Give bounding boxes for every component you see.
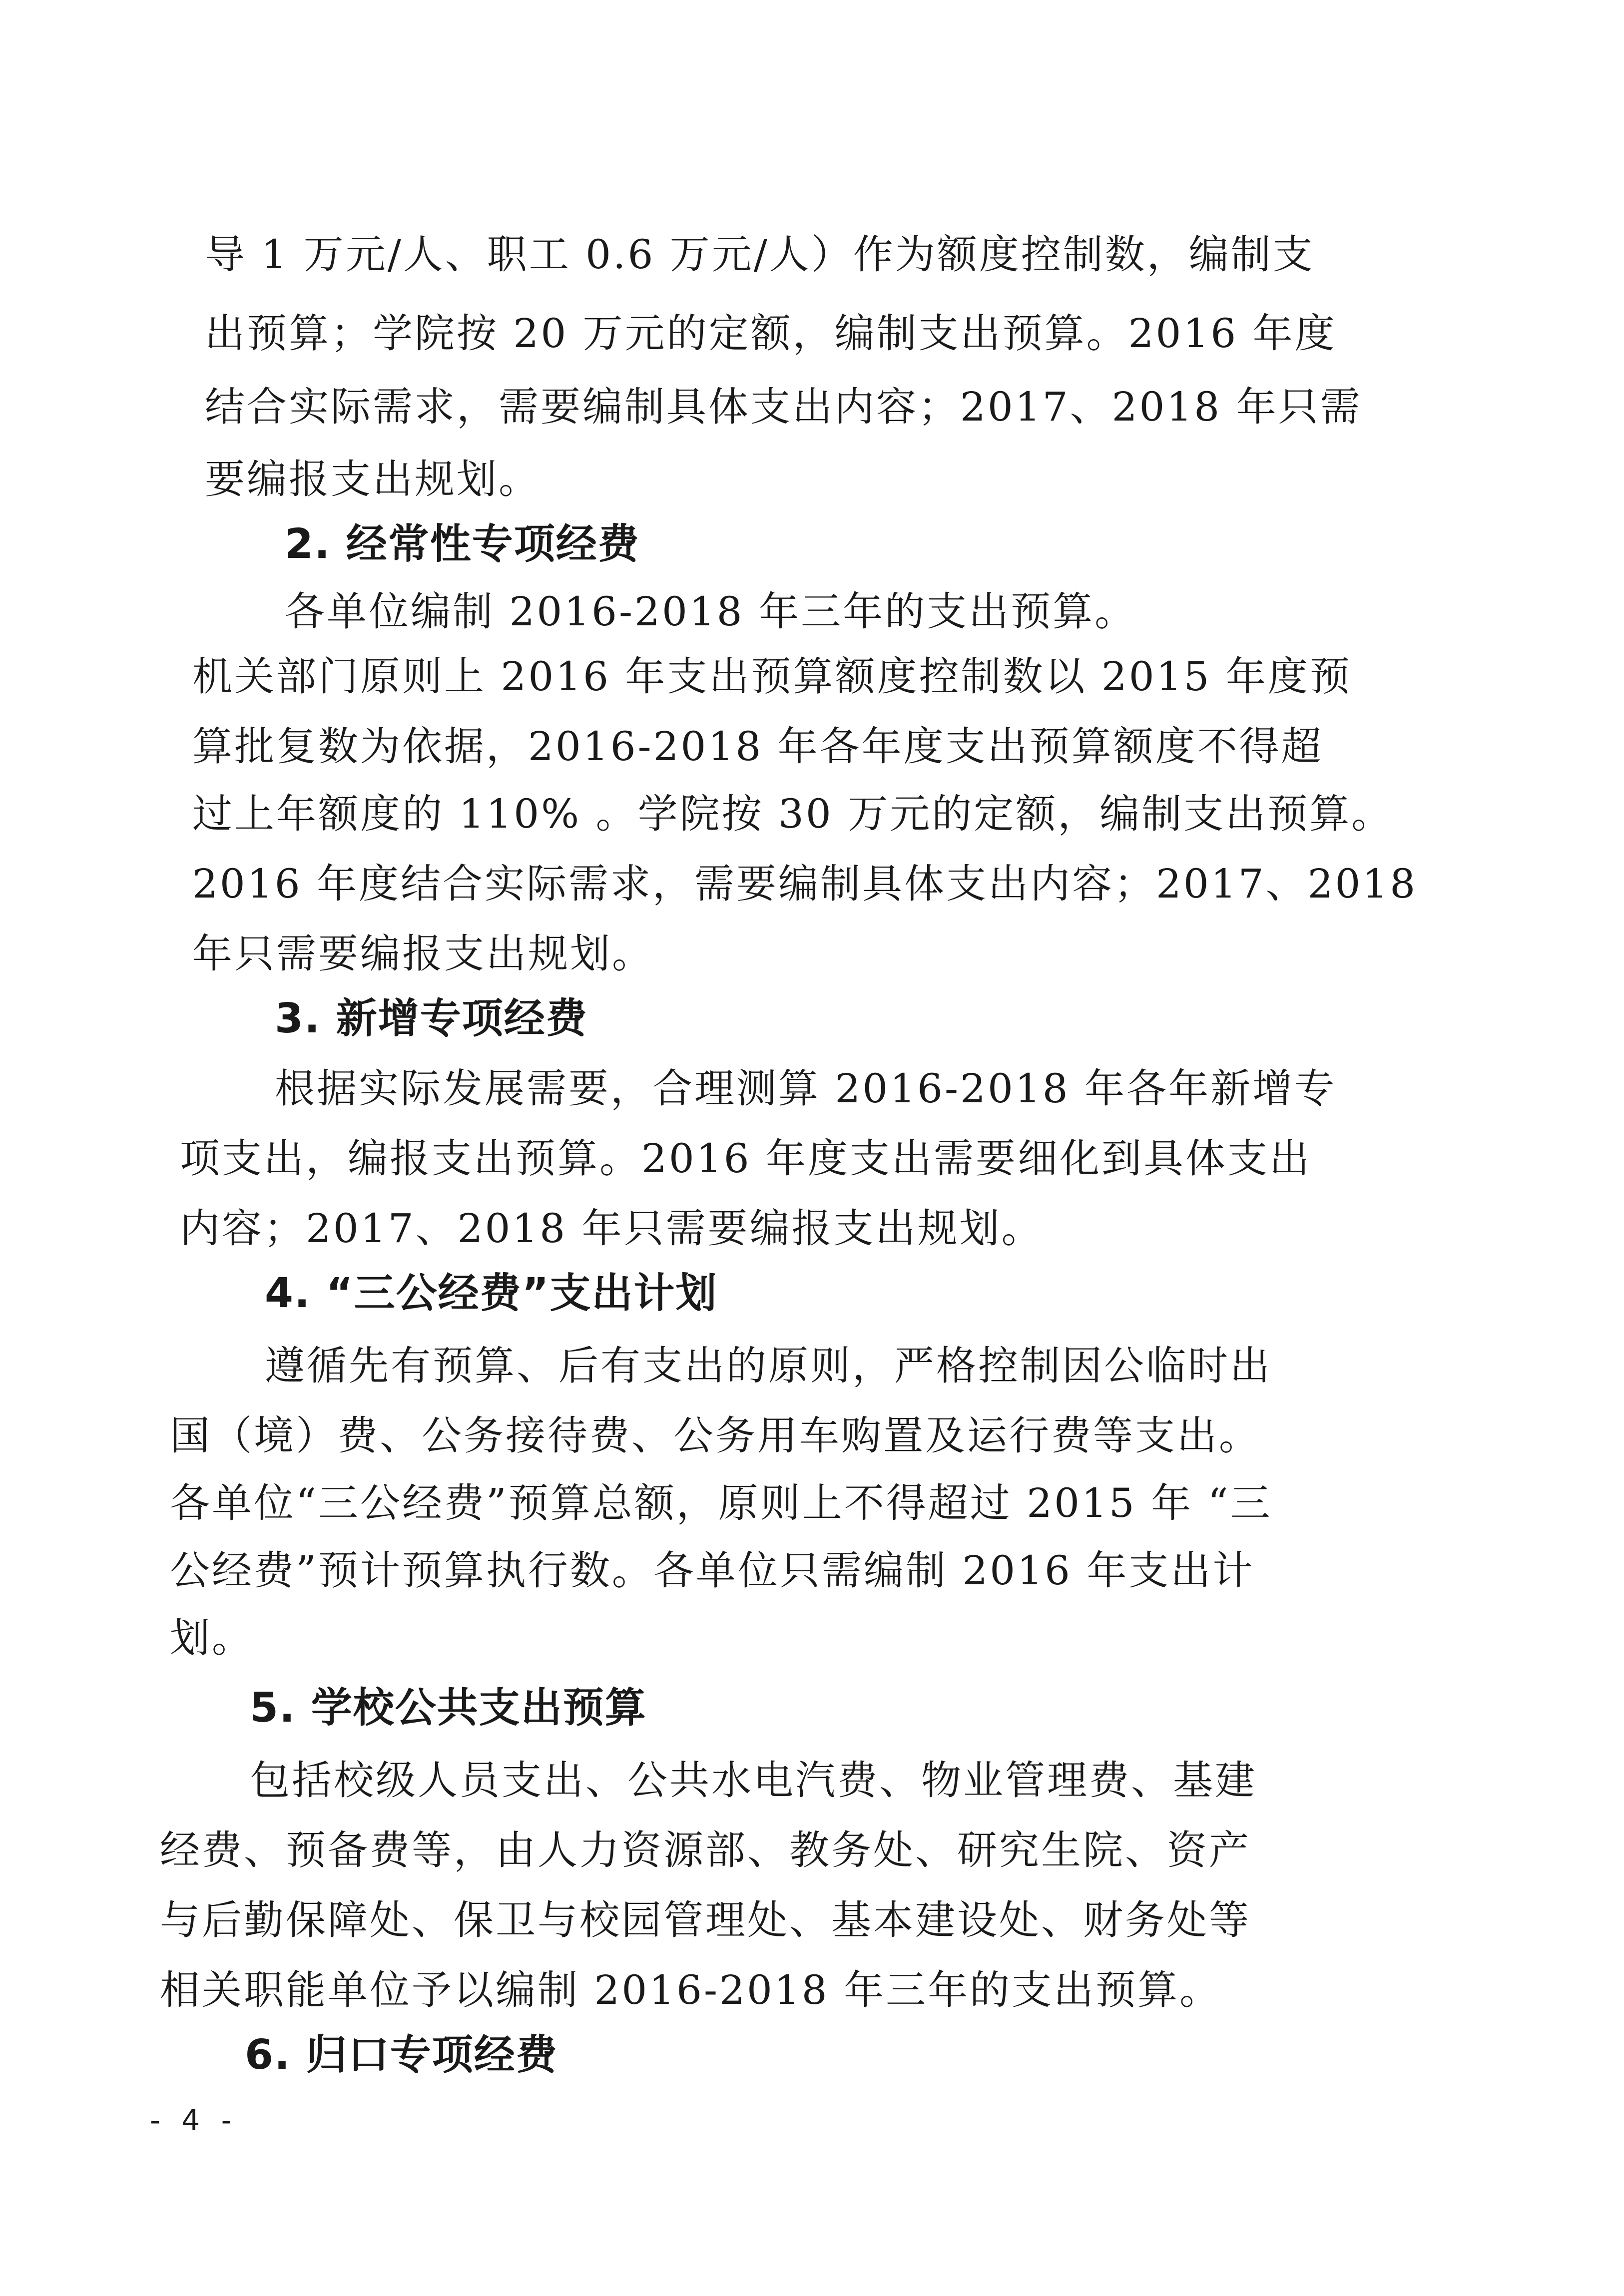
paragraph-line: 过上年额度的 110% 。学院按 30 万元的定额，编制支出预算。 [192,791,1394,837]
section-heading: 5. 学校公共支出预算 [250,1684,647,1732]
paragraph-line: 机关部门原则上 2016 年支出预算额度控制数以 2015 年度预 [192,653,1352,700]
paragraph-line: 年只需要编报支出规划。 [192,930,654,977]
paragraph-line: 相关职能单位予以编制 2016-2018 年三年的支出预算。 [160,1967,1222,2013]
paragraph-line: 算批复数为依据，2016-2018 年各年度支出预算额度不得超 [192,723,1323,770]
section-heading: 2. 经常性专项经费 [285,520,640,568]
section-heading: 3. 新增专项经费 [275,995,588,1042]
paragraph-line: 遵循先有预算、后有支出的原则，严格控制因公临时出 [265,1343,1272,1389]
paragraph-line: 出预算；学院按 20 万元的定额，编制支出预算。2016 年度 [205,310,1337,357]
paragraph-line: 国（境）费、公务接待费、公务用车购置及运行费等支出。 [170,1412,1261,1459]
paragraph-line: 各单位编制 2016-2018 年三年的支出预算。 [285,588,1137,635]
paragraph-line: 各单位“三公经费”预算总额，原则上不得超过 2015 年 “三 [170,1480,1272,1526]
paragraph-line: 与后勤保障处、保卫与校园管理处、基本建设处、财务处等 [160,1897,1251,1943]
paragraph-line: 要编报支出规划。 [205,456,541,502]
paragraph-line: 结合实际需求，需要编制具体支出内容；2017、2018 年只需 [205,384,1362,430]
paragraph-line: 2016 年度结合实际需求，需要编制具体支出内容；2017、2018 [192,861,1418,907]
paragraph-line: 包括校级人员支出、公共水电汽费、物业管理费、基建 [250,1757,1257,1804]
section-heading: 4. “三公经费”支出计划 [265,1270,718,1317]
paragraph-line: 经费、预备费等，由人力资源部、教务处、研究生院、资产 [160,1827,1251,1873]
section-heading: 6. 归口专项经费 [245,2031,558,2079]
paragraph-line: 导 1 万元/人、职工 0.6 万元/人）作为额度控制数，编制支 [205,231,1315,278]
paragraph-line: 根据实际发展需要，合理测算 2016-2018 年各年新增专 [275,1065,1337,1112]
paragraph-line: 公经费”预计预算执行数。各单位只需编制 2016 年支出计 [170,1547,1255,1594]
paragraph-line: 划。 [170,1615,254,1661]
paragraph-line: 项支出，编报支出预算。2016 年度支出需要细化到具体支出 [180,1135,1312,1182]
page-number: - 4 - [150,2103,238,2137]
paragraph-line: 内容；2017、2018 年只需要编报支出规划。 [180,1205,1044,1252]
